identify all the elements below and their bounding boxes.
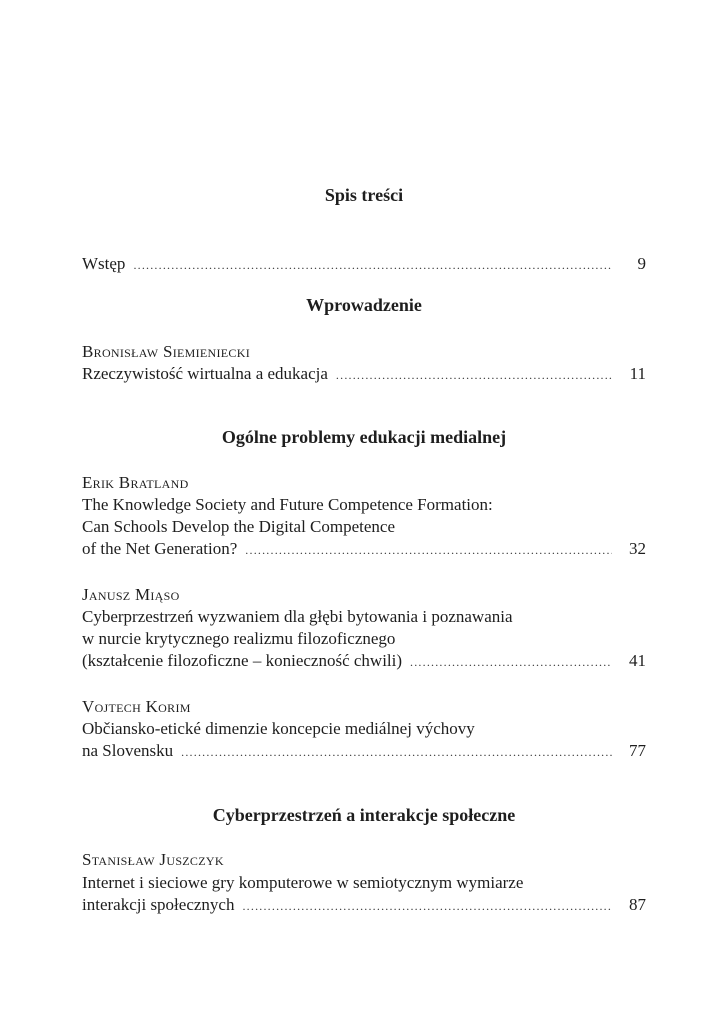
entry-title-line: Wstęp — [82, 254, 126, 273]
entry-author: Bronisław Siemieniecki — [82, 342, 250, 361]
dot-leader — [336, 364, 612, 386]
dot-leader — [245, 539, 612, 561]
entry-title-line: of the Net Generation? — [82, 539, 238, 558]
toc-entry[interactable] — [82, 740, 646, 763]
dot-leader — [133, 254, 612, 276]
entry-title-line[interactable]: Občiansko-etické dimenzie koncepcie mediálnej výchovy — [82, 719, 475, 738]
entry-author: Erik Bratland — [82, 473, 189, 492]
toc-entry[interactable] — [82, 538, 646, 561]
dot-leader — [242, 895, 612, 917]
entry-title-line[interactable]: w nurcie krytycznego realizmu filozoficznego — [82, 629, 396, 648]
entry-title-line: Rzeczywistość wirtualna a edukacja — [82, 364, 328, 383]
entry-author: Stanisław Juszczyk — [82, 850, 224, 869]
dot-leader — [181, 741, 612, 763]
entry-title-line[interactable]: Can Schools Develop the Digital Competence — [82, 517, 396, 536]
dot-leader — [410, 651, 612, 673]
page-number: 77 — [629, 741, 646, 760]
toc-entry[interactable] — [82, 650, 646, 673]
entry-title-line[interactable]: Cyberprzestrzeń wyzwaniem dla głębi bytowania i poznawania — [82, 607, 513, 626]
page-number: 41 — [629, 651, 646, 670]
toc-entry[interactable] — [82, 363, 646, 386]
toc-title: Spis treści — [324, 185, 404, 205]
page-number: 32 — [629, 539, 646, 558]
entry-title-line: interakcji społecznych — [82, 895, 235, 914]
section-heading: Wprowadzenie — [306, 295, 422, 315]
section-heading: Ogólne problemy edukacji medialnej — [221, 427, 507, 447]
page-number: 87 — [629, 895, 646, 914]
toc-entry-intro[interactable] — [82, 253, 646, 276]
entry-author: Janusz Miąso — [82, 585, 180, 604]
entry-title-line: na Slovensku — [82, 741, 174, 760]
page-number: 9 — [637, 254, 646, 273]
entry-author: Vojtech Korim — [82, 697, 191, 716]
section-heading: Cyberprzestrzeń a interakcje społeczne — [212, 805, 516, 825]
entry-title-line: (kształcenie filozoficzne – konieczność chwili) — [82, 651, 403, 670]
toc-entry[interactable] — [82, 894, 646, 917]
page-number: 11 — [629, 364, 646, 383]
entry-title-line[interactable]: Internet i sieciowe gry komputerowe w semiotycznym wymiarze — [82, 873, 524, 892]
entry-title-line[interactable]: The Knowledge Society and Future Competence Formation: — [82, 495, 493, 514]
